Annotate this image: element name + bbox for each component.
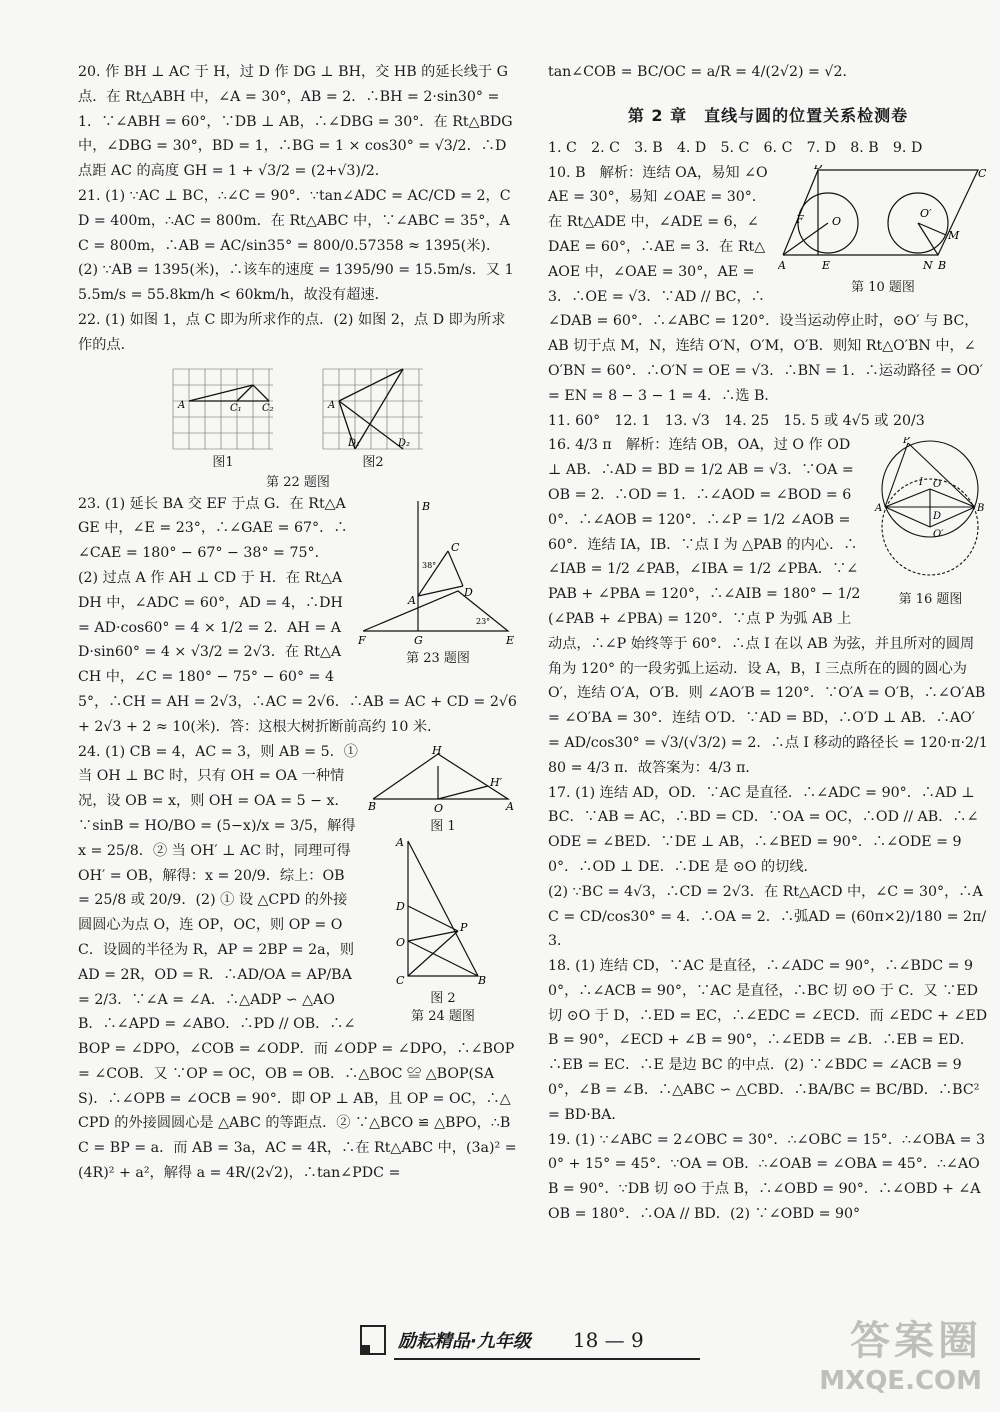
svg-text:A: A xyxy=(875,503,883,515)
figure-23 xyxy=(358,496,518,668)
figure-10 xyxy=(778,165,988,297)
svg-text:O: O xyxy=(434,801,444,814)
figure-22-row xyxy=(78,364,518,472)
figure-22-1 xyxy=(168,364,278,472)
answer-16: 16. 4/3 π 解析：连结 OB，OA，过 O 作 OD ⊥ AB．∴AD = BD = 1/2 AB = √3．∵OA = OB = 2．∴OD = 1．∴∠AOD = ∠BOD = 60°．∴∠AOB = 120°．∴∠P = 1/2 ∠AOB = 60°．连结 IA，IB．∵点 I 为 △PAB 的内心．∴∠IAB = 1/2 ∠PAB，∠IBA = 1/2 ∠PBA．∵∠PAB + ∠PBA = 120°，∴∠AIB = 180° − 1/2(∠PAB + ∠PBA) = 120°．∵点 P 为弧 AB 上动点，∴∠P 始终等于 60°．∴点 I 在以 AB 为弦，并且所对的圆周角为 120° 的一段劣弧上运动．设 A，B，I 三点所在的圆的圆心为 O′，连结 O′A，O′B．则 ∠AO′B = 120°．∵O′A = O′B，∴∠O′AB = ∠O′BA = 30°．连结 O′D．∵AD = BD，∴O′D ⊥ AB．∴AO′ = AD/cos30° = √3/(√3/2) = 2．∴点 I 移动的路径长 = 120·π·2/180 = 4/3 π．故答案为：4/3 π． xyxy=(548,437,990,776)
svg-text:D: D xyxy=(933,511,942,523)
svg-text:A: A xyxy=(408,593,416,607)
svg-text:P: P xyxy=(903,437,910,447)
svg-text:F: F xyxy=(358,633,366,646)
svg-text:B: B xyxy=(368,799,377,813)
svg-text:P: P xyxy=(460,920,468,934)
svg-text:O: O xyxy=(933,479,942,491)
svg-text:E: E xyxy=(506,633,515,646)
figure-24-1-caption: 图 1 xyxy=(430,818,456,834)
svg-text:D₂: D₂ xyxy=(398,437,411,449)
answer-22: 22. (1) 如图 1，点 C 即为所求作的点．(2) 如图 2，点 D 即为所求作的点． xyxy=(78,311,506,353)
svg-text:E: E xyxy=(822,258,831,272)
svg-text:C: C xyxy=(396,973,405,986)
page-footer xyxy=(360,1320,700,1360)
svg-text:H′: H′ xyxy=(490,775,503,789)
watermark xyxy=(819,1309,982,1396)
tree-diagram xyxy=(358,496,518,646)
figure-16 xyxy=(873,437,988,609)
svg-text:C: C xyxy=(451,540,460,554)
svg-text:O: O xyxy=(396,935,406,949)
figure-10-caption: 第 10 题图 xyxy=(851,279,915,295)
answers-1-9: 1. C 2. C 3. B 4. D 5. C 6. C 7. D 8. B 9. D xyxy=(548,139,923,156)
svg-text:B: B xyxy=(422,499,431,513)
brand-logo-icon xyxy=(360,1325,386,1355)
svg-text:A: A xyxy=(328,399,336,411)
answer-24: 24. (1) CB = 4，AC = 3，则 AB = 5．① 当 OH ⊥ BC 时，只有 OH = OA 一种情况，设 OB = x，则 OH = OA = 5 − x．∵sinB = HO/BO = (5−x)/x = 3/5，解得 x = 25/8．② 当 OH′ ⊥ AC 时，同理可得 OH′ = OB，解得：x = 20/9．综上：OB = 25/8 或 20/9．(2) ① 设 △CPD 的外接圆圆心为点 O，连 OP，OC，则 OP = OC．设圆的半径为 R，AP = 2BP = 2a，则 AD = 2R，OD = R．∴AD/OA = AP/BA = 2/3．∵∠A = ∠A．∴△ADP ∽ △AOB．∴∠APD = ∠ABO．∴PD // OB．∴∠BOP = ∠DPO，∠COB = ∠ODP．而 ∠ODP = ∠DPO，∴∠BOP = ∠COB．又 ∵OP = OC，OB = OB．∴△BOC ≌ △BOP(SAS)．∴∠OPB = ∠OCB = 90°．即 OP ⊥ AB，且 OP = OC，∴△CPD 的外接圆圆心是 △ABC 的等距点．② ∵△BCO ≌ △BPO，∴BC = BP = a．而 AB = 3a，AC = 4R，∴在 Rt△ABC 中，(3a)² = (4R)² + a²，解得 a = 4R/(2√2)，∴tan∠PDC = xyxy=(78,743,522,1182)
svg-text:B: B xyxy=(938,258,947,272)
chapter-title: 第 2 章 直线与圆的位置关系检测卷 xyxy=(627,105,909,125)
figure-22-caption: 第 22 题图 xyxy=(266,474,330,490)
figure-22-1-caption: 图1 xyxy=(212,454,234,470)
answer-21: 21. (1) ∵AC ⊥ BC，∴∠C = 90°．∵tan∠ADC = AC/CD = 2，CD = 400m，∴AC = 800m．在 Rt△ABC 中，∵∠ABC = 35°，AC = 800m，∴AB = AC/sin35° = 800/0.57358 ≈ 1395(米)． (2) ∵AB = 1395(米)，∴该车的速度 = 1395/90 = 15.5m/s．又 15.5m/s = 55.8km/h < 60km/h，故没有超速． xyxy=(78,187,514,304)
svg-text:D₁: D₁ xyxy=(348,437,361,449)
svg-text:O′: O′ xyxy=(920,206,932,220)
svg-text:M: M xyxy=(948,228,960,242)
svg-text:N: N xyxy=(923,258,933,272)
svg-text:C₁: C₁ xyxy=(230,402,242,414)
svg-text:H: H xyxy=(432,743,442,757)
svg-text:A: A xyxy=(506,799,514,813)
answer-10: 10. B 解析：连结 OA，易知 ∠OAE = 30°，易知 ∠OAE = 30°．在 Rt△ADE 中，∠ADE = 6，∠DAE = 60°，∴AE = 3．在 Rt△AOE 中，∠OAE = 30°，AE = 3．∴OE = √3．∵AD // BC，∴∠DAB = 60°．∴∠ABC = 120°．设当运动停止时，⊙O′ 与 BC，AB 切于点 M，N，连结 O′N，O′M，O′B．则知 Rt△O′BN 中，∠O′BN = 60°．∴O′N = OE = √3．∴BN = 1．∴运动路径 = OO′ = EN = 8 − 3 − 1 = 4．∴选 B． xyxy=(548,164,988,404)
grid-diagram-1 xyxy=(168,364,278,454)
answer-18: 18. (1) 连结 CD，∵AC 是直径，∴∠ADC = 90°，∴∠BDC = 90°，∴∠ACB = 90°，∵AC 是直径，∴BC 切 ⊙O 于 C．又 ∵ED 切 ⊙O 于 D，∴ED = EC，∴∠EDC = ∠ECD．而 ∠EDC + ∠EDB = 90°，∠ECD + ∠B = 90°，∴∠EDB = ∠B．∴EB = ED．∴EB = EC．∴E 是边 BC 的中点．(2) ∵∠BDC = ∠ACB = 90°，∠B = ∠B．∴△ABC ∽ △CBD．∴BA/BC = BC/BD．∴BC² = BD·BA． xyxy=(548,958,988,1123)
answer-24-continued: tan∠COB = BC/OC = a/R = 4/(2√2) = √2． xyxy=(548,64,857,80)
triangle-diagram-1 xyxy=(368,744,518,814)
svg-text:A: A xyxy=(178,399,186,411)
left-column xyxy=(78,60,522,1186)
answer-20: 20. 作 BH ⊥ AC 于 H，过 D 作 DG ⊥ BH，交 HB 的延长线于 G 点．在 Rt△ABH 中，∠A = 30°，AB = 2．∴BH = 2·sin30° = 1．∵∠ABH = 60°，∵DB ⊥ AB，∴∠DBG = 30°．在 Rt△BDG 中，∠DBG = 30°，BD = 1，∴BG = 1 × cos30° = √3/2．∴D 点距 AC 的高度 GH = 1 + √3/2 = (2+√3)/2． xyxy=(78,64,518,180)
figure-16-caption: 第 16 题图 xyxy=(898,592,963,608)
figure-22-2-caption: 图2 xyxy=(362,454,384,470)
svg-text:I: I xyxy=(919,477,923,489)
grid-diagram-2 xyxy=(318,364,428,454)
figure-24-caption: 第 24 题图 xyxy=(411,1008,475,1024)
svg-text:F: F xyxy=(796,212,804,226)
figure-24-2-caption: 图 2 xyxy=(430,990,456,1006)
svg-text:G: G xyxy=(414,633,423,646)
svg-text:A: A xyxy=(396,835,404,849)
svg-text:C: C xyxy=(978,166,987,180)
svg-text:O: O xyxy=(832,214,842,228)
watermark-en: MXQE.COM xyxy=(819,1366,982,1396)
figure-22-2 xyxy=(318,364,428,472)
figure-23-caption: 第 23 题图 xyxy=(406,650,470,666)
answer-17: 17. (1) 连结 AD，OD．∵AC 是直径．∴∠ADC = 90°．∴AD ⊥ BC．∵AB = AC，∴BD = CD．∵OA = OC，∴OD // AB．∴∠ODE = ∠BED．∵DE ⊥ AB，∴∠BED = 90°．∴∠ODE = 90°．∴OD ⊥ DE．∴DE 是 ⊙O 的切线． (2) ∵BC = 4√3，∴CD = 2√3．在 Rt△ACD 中，∠C = 30°，∴AC = CD/cos30° = 4．∴OA = 2．∴弧AD = (60π×2)/180 = 2π/3． xyxy=(548,784,987,950)
svg-text:C₂: C₂ xyxy=(262,402,274,414)
brand-name: 励耘精品·九年级 xyxy=(398,1331,531,1352)
circle-diagram xyxy=(873,437,988,587)
svg-text:23°: 23° xyxy=(476,616,491,626)
right-column xyxy=(548,60,988,1227)
footer-rule xyxy=(394,1358,700,1360)
svg-text:B: B xyxy=(478,973,487,986)
svg-text:D: D xyxy=(396,899,405,913)
svg-text:D: D xyxy=(814,164,823,172)
svg-text:A: A xyxy=(778,258,786,272)
parallelogram-circles-diagram xyxy=(778,165,988,275)
answers-11-15: 11. 60° 12. 1 13. √3 14. 25 15. 5 或 4√5 或 20/3 xyxy=(548,412,925,429)
svg-text:O′: O′ xyxy=(933,529,944,541)
triangle-diagram-2 xyxy=(368,836,518,986)
svg-text:B: B xyxy=(977,503,985,515)
figure-24 xyxy=(368,744,518,1026)
svg-text:D: D xyxy=(464,585,473,599)
page-number: 18 — 9 xyxy=(572,1328,644,1352)
answer-23: 23. (1) 延长 BA 交 EF 于点 G．在 Rt△AGE 中，∠E = 23°，∴∠GAE = 67°．∴∠CAE = 180° − 67° − 38° = 75°．(2) 过点 A 作 AH ⊥ CD 于 H．在 Rt△ADH 中，∠ADC = 60°，AD = 4，∴DH = AD·cos60° = 4 × 1/2 = 2．AH = AD·sin60° = 4 × √3/2 = 2√3．在 Rt△ACH 中，∠C = 180° − 75° − 60° = 45°，∴CH = AH = 2√3，∴AC = 2√6．∴AB = AC + CD = 2√6 + 2√3 + 2 ≈ 10(米)．答：这根大树折断前高约 10 米． xyxy=(78,495,522,735)
answer-19: 19. (1) ∵∠ABC = 2∠OBC = 30°．∴∠OBC = 15°．∴∠OBA = 30° + 15° = 45°．∵OA = OB．∴∠OAB = ∠OBA = 45°．∴∠AOB = 90°．∵DB 切 ⊙O 于点 B，∴∠OBD = 90°．∴∠OBD + ∠AOB = 180°．∴OA // BD．(2) ∵∠OBD = 90° xyxy=(548,1131,986,1223)
watermark-cn: 答案圈 xyxy=(850,1318,982,1364)
svg-text:38°: 38° xyxy=(422,560,437,570)
